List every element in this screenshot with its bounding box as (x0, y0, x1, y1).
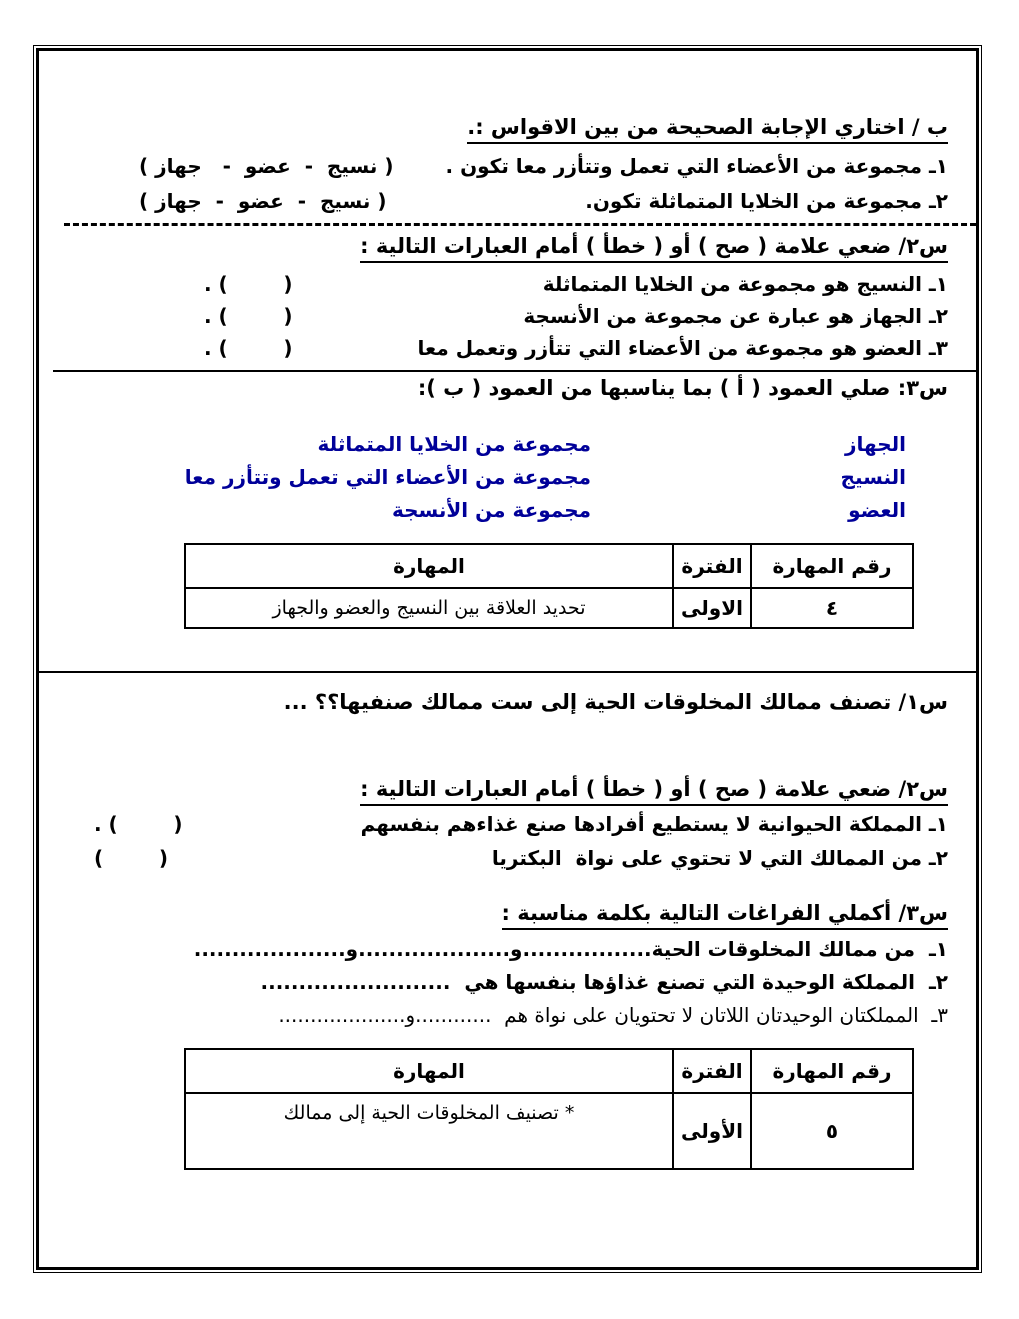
skills-table-row (185, 588, 913, 628)
mcq-item-2 (39, 184, 976, 219)
match-definition: مجموعة من الأنسجة (392, 498, 591, 522)
skill-number-header: رقم المهارة (751, 1049, 913, 1093)
section-cells-organs (39, 51, 976, 629)
solid-separator (53, 370, 976, 372)
answer-blank: . ( ) (204, 304, 293, 328)
match-definition: مجموعة من الخلايا المتماثلة (317, 432, 591, 456)
match-row-2 (39, 461, 976, 494)
tf-item-1 (39, 268, 976, 300)
match-definition: مجموعة من الأعضاء التي تعمل وتتأزر معا (184, 465, 591, 489)
fill-item-1: ١ـ من ممالك المخلوقات الحية.................و....................و.................... (193, 937, 948, 961)
tf-item-k2 (39, 841, 976, 875)
skill-number-cell: ٤ (751, 588, 913, 628)
skills-table-row (185, 1093, 913, 1169)
tf-item-2 (39, 300, 976, 332)
skill-cell: * تصنيف المخلوقات الحية إلى ممالك (185, 1093, 673, 1169)
statement-text: ٢ـ من الممالك التي لا تحتوي على نواة البكتريا (491, 846, 948, 870)
period-cell: الاولى (673, 588, 751, 628)
q1b-text: س١/ تصنف ممالك المخلوقات الحية إلى ست ممالك صنفيها؟؟ ... (283, 690, 948, 714)
statement-text: ٢ـ الجهاز هو عبارة عن مجموعة من الأنسجة (523, 304, 948, 328)
skill-number-cell: ٥ (751, 1093, 913, 1169)
question-text: ٢ـ مجموعة من الخلايا المتماثلة تكون. (585, 189, 948, 213)
answer-blank: . ( ) (94, 812, 183, 836)
q2b-heading-text: س٢/ ضعي علامة ( صح ) أو ( خطأ ) أمام العبارات التالية : (360, 777, 948, 806)
match-term: العضو (848, 498, 906, 522)
skills-table-1 (184, 543, 914, 629)
matching-exercise (39, 428, 976, 527)
dashed-separator (64, 223, 976, 226)
tf-item-k1 (39, 807, 976, 841)
skill-number-header: رقم المهارة (751, 544, 913, 588)
match-row-1 (39, 428, 976, 461)
q3a-heading (39, 376, 948, 400)
page-border (33, 45, 982, 1273)
statement-text: ١ـ النسيج هو مجموعة من الخلايا المتماثلة (542, 272, 948, 296)
question-text: ١ـ مجموعة من الأعضاء التي تعمل وتتأزر معا تكون . (445, 154, 948, 178)
skill-cell: تحديد العلاقة بين النسيج والعضو والجهاز (185, 588, 673, 628)
q2b-heading (39, 777, 948, 801)
period-header: الفترة (673, 544, 751, 588)
section-kingdoms (39, 673, 976, 1170)
fill-item-3: ٣ـ المملكتان الوحيدتان اللاتان لا تحتويان على نواة هم ............و.................... (278, 1003, 948, 1027)
tf-item-3 (39, 332, 976, 364)
period-header: الفترة (673, 1049, 751, 1093)
partb-heading (39, 115, 948, 139)
q3a-heading-text: س٣: صلي العمود ( أ ) بما يناسبها من العمود ( ب ): (417, 376, 948, 400)
answer-blank: . ( ) (204, 272, 293, 296)
mcq-item-1 (39, 149, 976, 184)
q2a-heading (39, 234, 948, 258)
period-cell: الأولى (673, 1093, 751, 1169)
page-inner-border (36, 48, 979, 1270)
q3b-heading (39, 901, 948, 925)
fill-item-2: ٢ـ المملكة الوحيدة التي تصنع غذاؤها بنفسها هي ......................... (260, 970, 948, 994)
statement-text: ٣ـ العضو هو مجموعة من الأعضاء التي تتأزر وتعمل معا (417, 336, 948, 360)
choices-text: ( نسيج - عضو - جهاز ) (139, 154, 394, 178)
match-term: النسيج (840, 465, 906, 489)
partb-heading-text: ب / اختاري الإجابة الصحيحة من بين الاقواس :. (467, 115, 948, 144)
skill-header: المهارة (185, 544, 673, 588)
statement-text: ١ـ المملكة الحيوانية لا يستطيع أفرادها صنع غذاءهم بنفسهم (360, 812, 948, 836)
skills-table-2 (184, 1048, 914, 1170)
match-row-3 (39, 494, 976, 527)
q2a-heading-text: س٢/ ضعي علامة ( صح ) أو ( خطأ ) أمام العبارات التالية : (360, 234, 948, 263)
match-term: الجهاز (844, 432, 906, 456)
answer-blank: . ( ) (204, 336, 293, 360)
skills-table-header-row (185, 544, 913, 588)
skill-header: المهارة (185, 1049, 673, 1093)
answer-blank: ( ) (94, 846, 168, 870)
skills-table-header-row (185, 1049, 913, 1093)
choices-text: ( نسيج - عضو - جهاز ) (139, 189, 387, 213)
q3b-heading-text: س٣/ أكملي الفراغات التالية بكلمة مناسبة : (502, 901, 948, 930)
